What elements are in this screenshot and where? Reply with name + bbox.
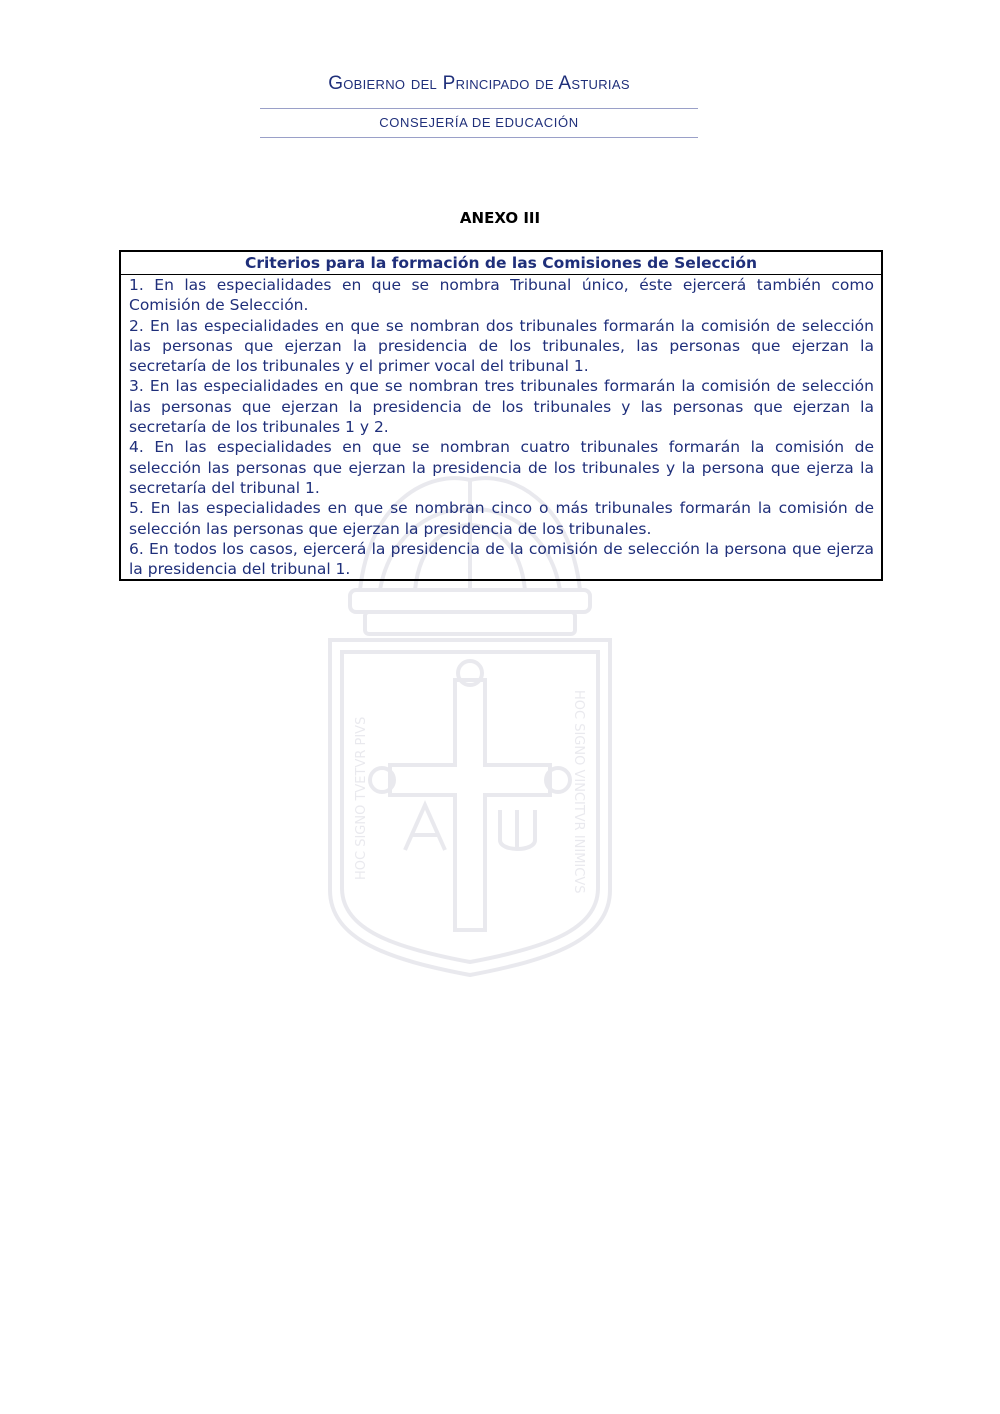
criteria-list xyxy=(121,275,881,579)
criterion-item-1: 1. En las especialidades en que se nombra Tribunal único, éste ejercerá también como Comisión de Selección. xyxy=(129,276,874,315)
criterion-item-3: 3. En las especialidades en que se nombran tres tribunales formarán la comisión de selección las personas que ejerzan la presidencia de los tribunales y las personas que ejerzan la secretaría de los tribunales 1 y 2. xyxy=(129,377,874,437)
document-header xyxy=(260,70,698,138)
annex-title: ANEXO III xyxy=(459,209,541,227)
header-divider-bottom xyxy=(260,137,698,138)
criteria-heading: Criterios para la formación de las Comisiones de Selección xyxy=(121,252,881,275)
organization-name: Gobierno del Principado de Asturias xyxy=(328,73,630,94)
criterion-item-5: 5. En las especialidades en que se nombran cinco o más tribunales formarán la comisión de selección las personas que ejerzan la presidencia de los tribunales. xyxy=(129,499,874,538)
criterion-item-6: 6. En todos los casos, ejercerá la presidencia de la comisión de selección la persona que ejerza la presidencia del tribunal 1. xyxy=(129,539,874,579)
watermark-motto-left: HOC SIGNO TVETVR PIVS xyxy=(354,716,369,880)
watermark-motto-right: HOC SIGNO VINCITVR INIMICVS xyxy=(571,690,586,894)
department-name: CONSEJERÍA DE EDUCACIÓN xyxy=(379,115,579,130)
criterion-item-4: 4. En las especialidades en que se nombran cuatro tribunales formarán la comisión de selección las personas que ejerzan la presidencia de los tribunales y la persona que ejerza la secretaría del tribunal 1. xyxy=(129,438,874,497)
criterion-item-2: 2. En las especialidades en que se nombran dos tribunales formarán la comisión de selección las personas que ejerzan la presidencia de los tribunales, las personas que ejerzan la secretaría de los tribunales y el primer vocal del tribunal 1. xyxy=(129,316,874,376)
criteria-table xyxy=(119,250,883,581)
